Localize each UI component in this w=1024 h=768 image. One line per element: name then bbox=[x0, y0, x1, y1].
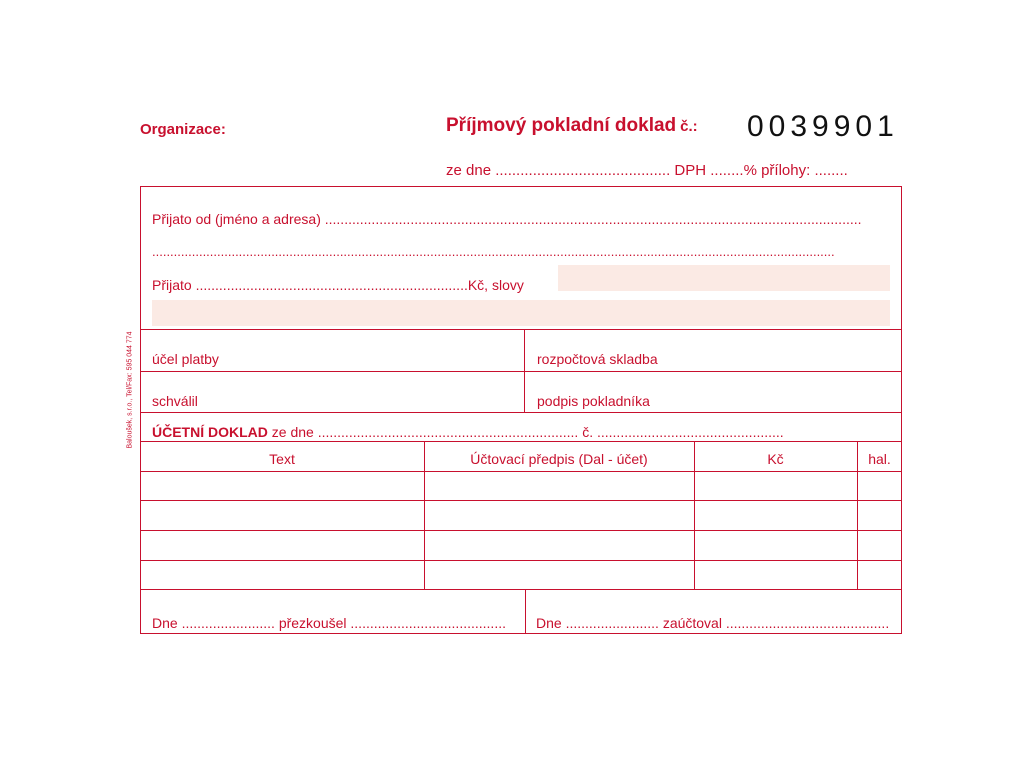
accounting-document-date-number: ze dne ................................................................... č. ................................................ bbox=[267, 424, 784, 440]
table-top-border bbox=[140, 441, 902, 442]
table-header-hal: hal. bbox=[868, 451, 891, 467]
table-header-text: Text bbox=[269, 451, 295, 467]
checked-by-line: Dne ........................ přezkoušel ........................................ bbox=[152, 615, 506, 631]
amount-in-words-field-2[interactable] bbox=[152, 300, 890, 326]
address-line: ............................................................................................................................................................................................. bbox=[152, 244, 835, 259]
table-row-line bbox=[140, 560, 902, 561]
table-header-account: Účtovací předpis (Dal - účet) bbox=[470, 451, 648, 467]
table-bottom-border bbox=[140, 589, 902, 590]
received-from-line: Přijato od (jméno a adresa) .......................................................................................................................................... bbox=[152, 211, 862, 227]
accounting-document-line bbox=[152, 424, 784, 440]
organization-label: Organizace: bbox=[140, 121, 226, 138]
divider bbox=[140, 371, 902, 372]
document-title-text: Příjmový pokladní doklad bbox=[446, 115, 677, 136]
cashier-signature-label: podpis pokladníka bbox=[537, 393, 650, 409]
approved-label: schválil bbox=[152, 393, 198, 409]
purpose-label: účel platby bbox=[152, 351, 219, 367]
table-row-line bbox=[140, 530, 902, 531]
table-header-czk: Kč bbox=[767, 451, 784, 467]
footer-divider bbox=[525, 589, 526, 634]
document-title bbox=[446, 115, 698, 137]
budget-label: rozpočtová skladba bbox=[537, 351, 658, 367]
divider bbox=[140, 412, 902, 413]
divider bbox=[140, 329, 902, 330]
table-row-line bbox=[140, 500, 902, 501]
printer-imprint: Baloušek, s.r.o., Tel/Fax: 595 044 774 bbox=[126, 331, 134, 449]
received-amount-line: Přijato ......................................................................Kč, slovy bbox=[152, 277, 524, 293]
posted-by-line: Dne ........................ zaúčtoval .......................................... bbox=[536, 615, 890, 631]
accounting-document-label: ÚČETNÍ DOKLAD bbox=[152, 424, 268, 440]
document-number: 0039901 bbox=[747, 110, 899, 143]
number-prefix: č.: bbox=[680, 118, 698, 135]
table-row-line bbox=[140, 471, 902, 472]
date-vat-attachments-line: ze dne .......................................... DPH ........% přílohy: ........ bbox=[446, 162, 848, 179]
amount-in-words-field[interactable] bbox=[558, 265, 890, 291]
